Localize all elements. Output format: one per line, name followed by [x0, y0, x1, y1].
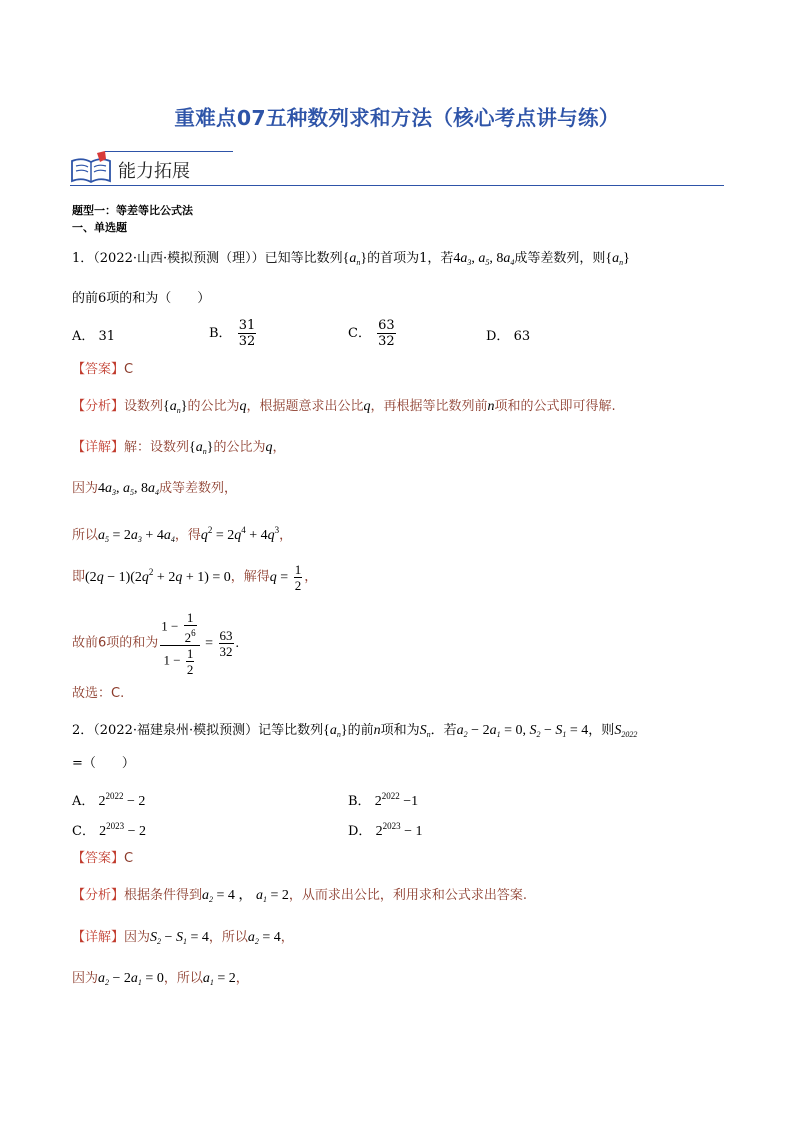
q1-option-a: [72, 325, 115, 344]
option-base: 2: [99, 824, 107, 839]
q2-option-c: [72, 820, 146, 840]
analysis-text: ，再根据等比数列前: [370, 399, 488, 414]
option-base: 2: [375, 824, 383, 839]
detail-text: ，所以: [208, 930, 248, 945]
document-title: 重难点07五种数列求和方法（核心考点讲与练）: [174, 106, 620, 130]
step-text: ，解得: [230, 569, 270, 585]
option-letter: A．: [72, 794, 95, 809]
option-tail: − 2: [127, 794, 146, 809]
analysis-text: 根据条件得到: [124, 888, 203, 903]
q2-stem-line2: =（ ）: [72, 756, 135, 771]
option-value: 63: [513, 329, 531, 344]
q1-text: 成等差数列，则: [514, 251, 606, 266]
q1-text: 已知等比数列: [264, 251, 343, 266]
option-exponent: 2022: [381, 791, 400, 801]
analysis-text: 项和的公式即可得解.: [494, 399, 616, 414]
option-numerator: 63: [378, 318, 395, 333]
section-header: [70, 148, 724, 188]
q2-answer-line: [72, 850, 133, 868]
step-text: ，: [279, 528, 293, 543]
detail-tag: 【详解】: [72, 930, 125, 945]
q1-option-b: [209, 318, 258, 349]
topic-type: 题型一：等差等比公式法: [72, 204, 193, 217]
answer-value: C: [124, 362, 134, 377]
q2-text: 的前: [347, 723, 374, 738]
q2-option-a: [72, 790, 145, 810]
step-text: ，所以: [163, 971, 203, 986]
q1-conclusion: 故选：C.: [72, 686, 125, 701]
answer-tag: 【答案】: [72, 362, 125, 377]
step-text: ，得: [174, 528, 201, 543]
option-letter: D．: [486, 329, 510, 344]
q2-option-d: [348, 820, 422, 840]
header-accent-line: [105, 151, 233, 152]
q1-source: （2022·山西·模拟预测（理））: [93, 251, 265, 266]
analysis-tag: 【分析】: [72, 888, 125, 903]
option-tail: − 2: [127, 824, 146, 839]
option-tail: −1: [403, 794, 419, 809]
q1-stem-line1: 1．（2022·山西·模拟预测（理））已知等比数列$\{a_n\}$的首项为1，若$4a_3$, $a_5$, $8a_4$成等差数列，则$\{a_n\}$: [72, 251, 630, 267]
step-text: 故前6项的和为: [72, 635, 159, 651]
detail-tag: 【详解】: [72, 440, 125, 455]
step-text: 所以: [72, 528, 99, 543]
step-text: ，: [304, 569, 318, 585]
detail-text: ，: [272, 440, 286, 455]
step-text: 因为: [72, 971, 99, 986]
q2-analysis-line: 【分析】根据条件得到$a_2 = 4$ ， $a_1 = 2$，从而求出公比，利用求和公式求出答案.: [72, 888, 527, 904]
q2-text: 项和为: [380, 723, 420, 738]
detail-text: 因为: [124, 930, 151, 945]
option-letter: D．: [348, 824, 372, 839]
q1-step1: 因为$4a_3$, $a_5$, $8a_4$成等差数列，: [72, 481, 238, 497]
analysis-text: ，从而求出公比，利用求和公式求出答案.: [288, 888, 527, 903]
q1-step4: 故前6项的和为 1 − $\frac{1}{2^6}$ 1 − $\frac{1}{2}$ = $\frac{63}{32}$ .: [72, 610, 240, 677]
section-label: 能力拓展: [118, 161, 190, 182]
detail-text: 解：设数列: [124, 440, 190, 455]
analysis-tag: 【分析】: [72, 399, 125, 414]
option-letter: B．: [209, 326, 232, 341]
q2-text: 记等比数列: [258, 723, 324, 738]
q2-text: ，则: [588, 723, 615, 738]
step-text: 即: [72, 569, 86, 585]
option-letter: C．: [348, 326, 371, 341]
option-exponent: 2022: [105, 791, 124, 801]
q1-option-d: [486, 325, 530, 344]
q1-step2: 所以$a_5 = 2a_3 + 4a_4$，得$q^2 = 2q^4 + 4q^3$，: [72, 525, 293, 544]
option-letter: A．: [72, 329, 95, 344]
q1-number: 1．: [72, 251, 94, 266]
q2-source: （2022·福建泉州·模拟预测）: [93, 723, 259, 738]
q1-step3: 即$(2q - 1)(2q^2 + 2q + 1) = 0$，解得q = $\frac{1}{2}$ ，: [72, 562, 318, 593]
answer-tag: 【答案】: [72, 851, 125, 866]
q1-analysis-line: 【分析】设数列$\{a_n\}$的公比为q，根据题意求出公比q，再根据等比数列前n项和的公式即可得解.: [72, 399, 616, 415]
q2-step1: 因为$a_2 - 2a_1 = 0$，所以$a_1 = 2$，: [72, 971, 249, 987]
option-exponent: 2023: [106, 821, 125, 831]
analysis-text: 设数列: [124, 399, 164, 414]
option-tail: − 1: [404, 824, 423, 839]
analysis-text: ，根据题意求出公比: [246, 399, 364, 414]
q2-option-b: [348, 790, 418, 810]
q2-number: 2．: [72, 723, 94, 738]
option-base: 2: [98, 794, 106, 809]
q2-detail-line: 【详解】因为$S_2 - S_1 = 4$，所以$a_2 = 4$，: [72, 930, 294, 946]
detail-text: ，: [280, 930, 294, 945]
q1-option-c: [348, 318, 398, 349]
q2-text: ．若: [430, 723, 457, 738]
q1-stem-line2: 的前6项的和为（ ）: [72, 291, 211, 306]
header-rule: [70, 185, 724, 186]
subsection-heading: 一、单选题: [72, 221, 127, 234]
option-exponent: 2023: [382, 821, 401, 831]
step-text: 因为: [72, 481, 99, 496]
answer-value: C: [124, 851, 134, 866]
option-letter: B．: [348, 794, 371, 809]
q1-detail-line: 【详解】解：设数列$\{a_n\}$的公比为q，: [72, 440, 286, 456]
option-denominator: 32: [378, 334, 395, 349]
option-base: 2: [374, 794, 382, 809]
option-value: 31: [98, 329, 116, 344]
analysis-text: 的公比为: [187, 399, 240, 414]
detail-text: 的公比为: [213, 440, 266, 455]
option-denominator: 32: [238, 334, 256, 349]
option-letter: C．: [72, 824, 95, 839]
step-text: 成等差数列，: [159, 481, 238, 496]
open-book-icon: [70, 151, 112, 185]
option-numerator: 31: [238, 318, 256, 333]
q1-text: 的首项为1，若: [367, 251, 454, 266]
step-text: ，: [235, 971, 249, 986]
q2-stem-line1: 2．（2022·福建泉州·模拟预测）记等比数列$\{a_n\}$的前n项和为$S_n$．若$a_2 - 2a_1 = 0$, $S_2 - S_1 = 4$，则$S_{2022}$: [72, 723, 638, 739]
q1-answer-line: [72, 361, 133, 379]
